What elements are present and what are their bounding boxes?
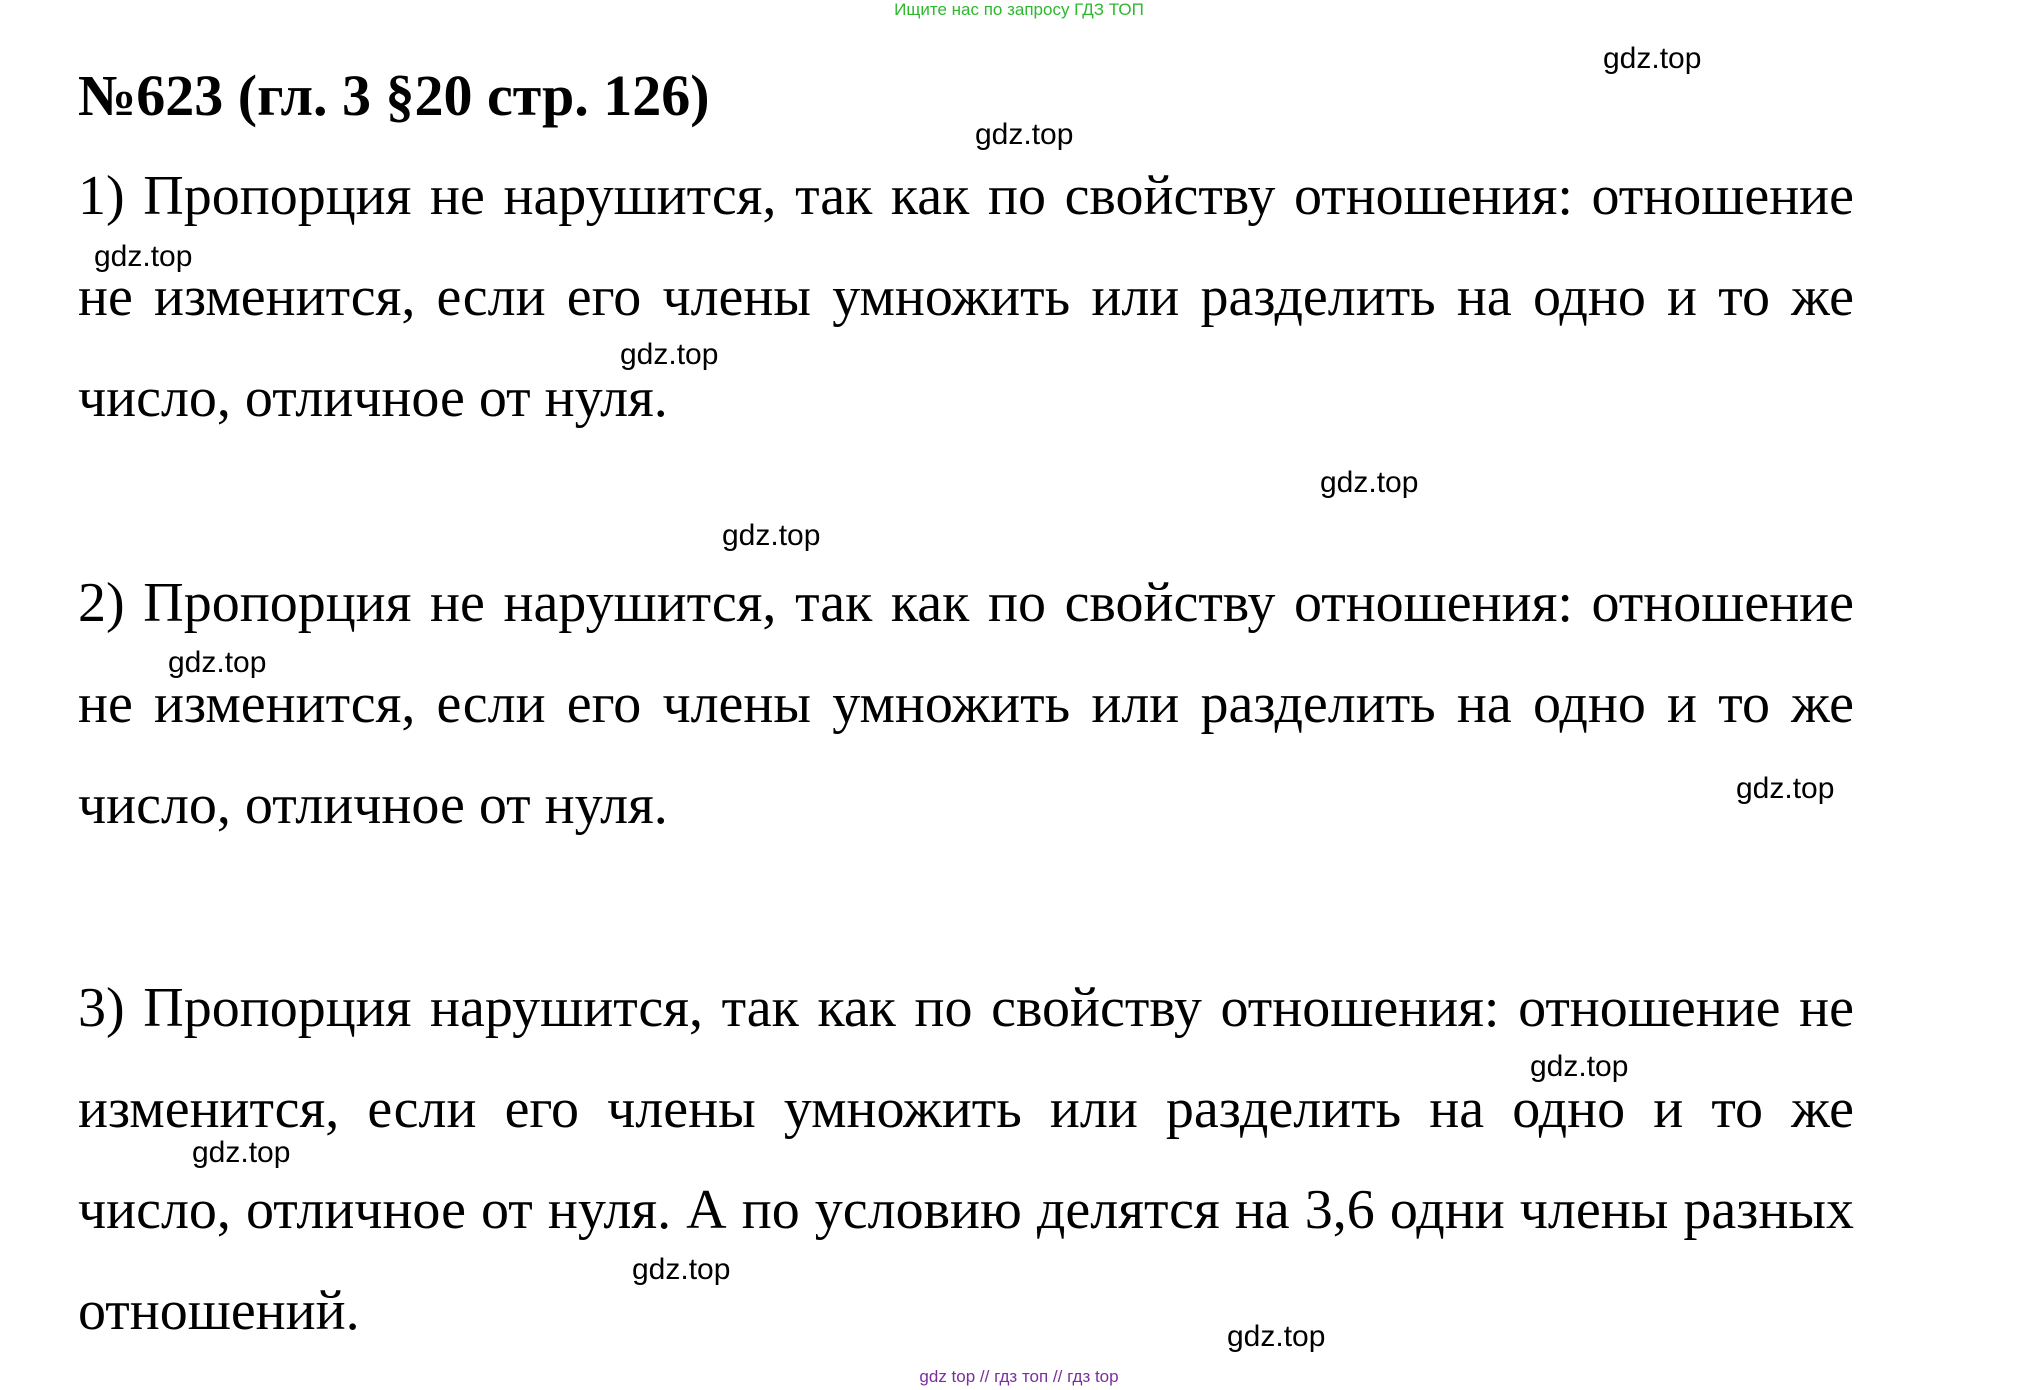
watermark: gdz.top — [722, 519, 821, 552]
answer-2: 2) Пропорция не нарушится, так как по свойству отношения: отношение не изменится, если его члены умножить или разделить на одно и то же число, отличное от нуля. — [78, 572, 1854, 836]
watermark: gdz.top — [1603, 42, 1702, 75]
watermark: gdz.top — [620, 338, 719, 371]
answer-1: 1) Пропорция не нарушится, так как по свойству отношения: отношение не изменится, если его члены умножить или разделить на одно и то же число, отличное от нуля. — [78, 165, 1854, 429]
watermark: gdz.top — [632, 1253, 731, 1286]
watermark: gdz.top — [1530, 1050, 1629, 1083]
watermark: gdz.top — [1736, 772, 1835, 805]
watermark: gdz.top — [1320, 466, 1419, 499]
top-banner: Ищите нас по запросу ГДЗ ТОП — [894, 0, 1144, 19]
watermark: gdz.top — [192, 1136, 291, 1169]
watermark: gdz.top — [94, 240, 193, 273]
footer-links: gdz top // гдз топ // гдз top — [919, 1367, 1119, 1386]
watermark: gdz.top — [168, 646, 267, 679]
watermark: gdz.top — [1227, 1320, 1326, 1353]
watermark: gdz.top — [975, 118, 1074, 151]
answer-3: 3) Пропорция нарушится, так как по свойству отношения: отношение не изменится, если его члены умножить или разделить на одно и то же число, отличное от нуля. А по условию делятся на 3,6 одни члены разных отношений. — [78, 977, 1854, 1342]
page-title: №623 (гл. 3 §20 стр. 126) — [78, 63, 710, 128]
